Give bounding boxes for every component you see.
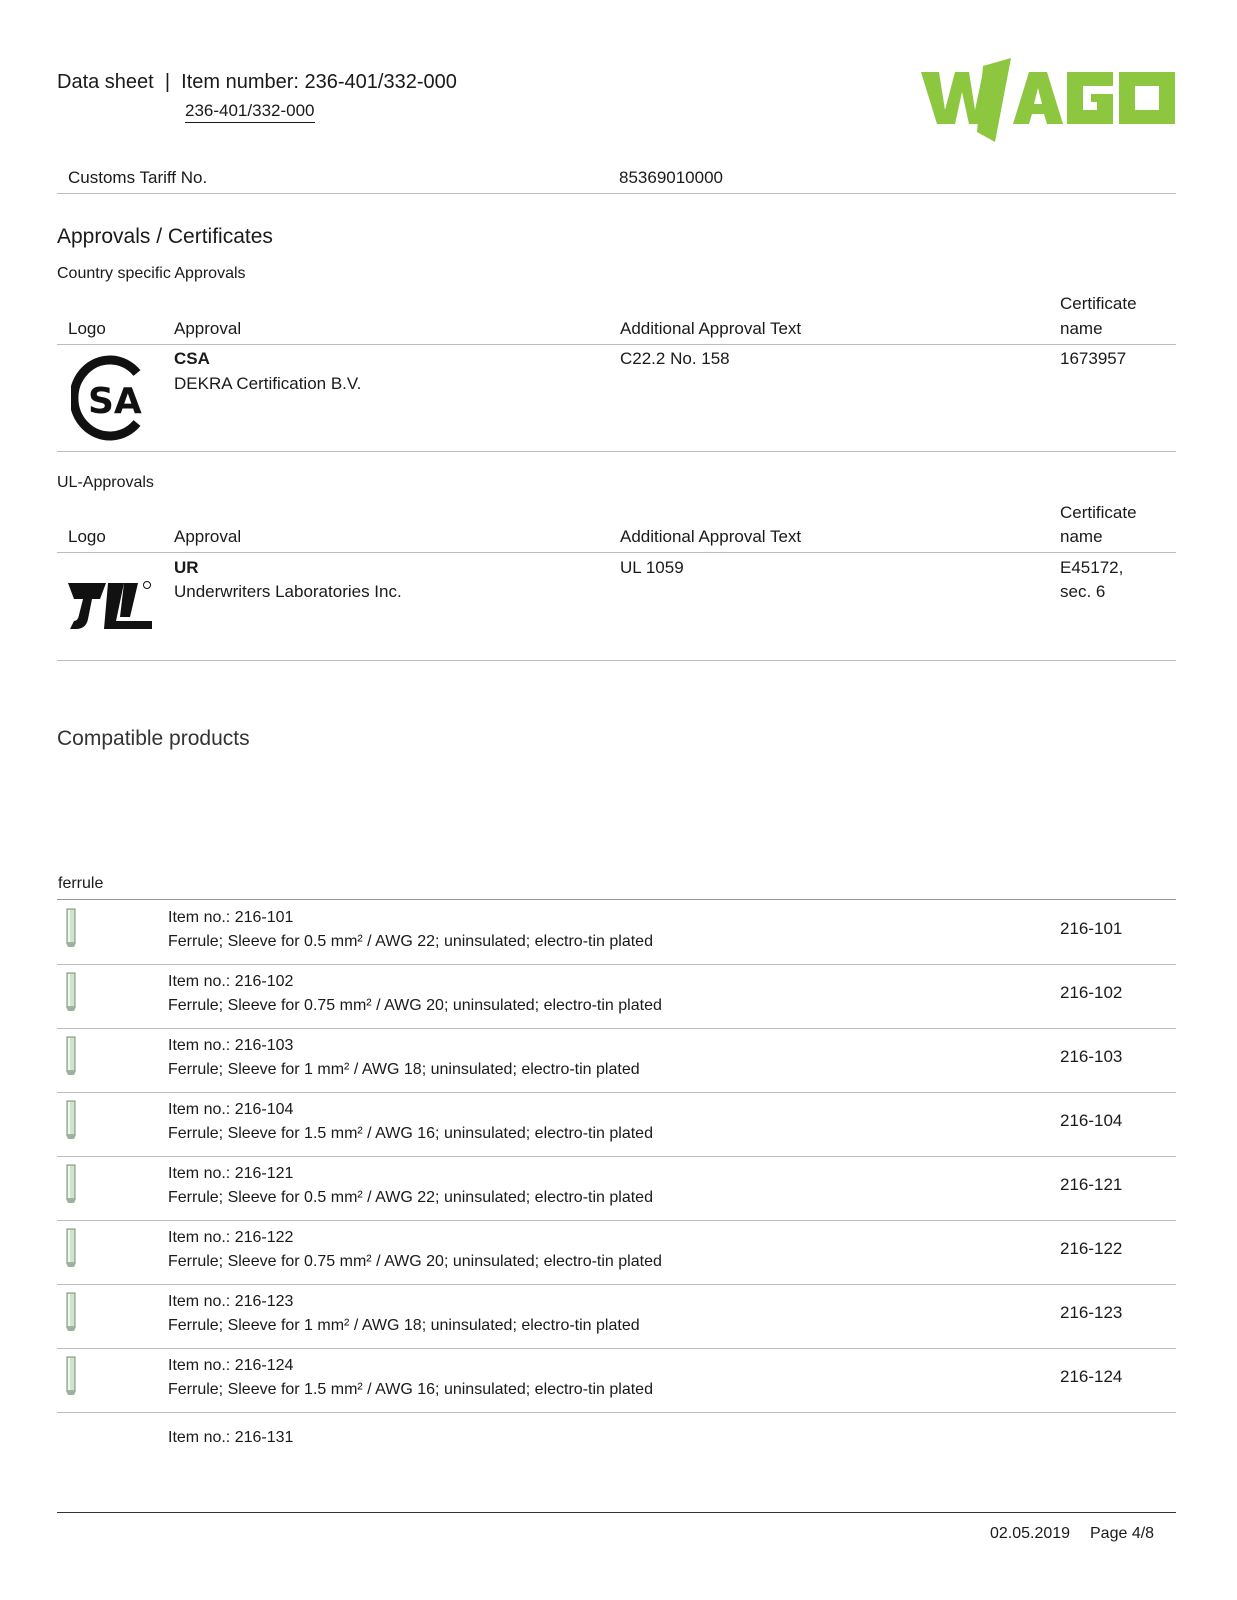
divider <box>57 660 1176 661</box>
customs-value: 85369010000 <box>619 168 724 187</box>
svg-text:SA: SA <box>88 381 142 422</box>
ul-cert-name-1: E45172, <box>1060 558 1124 577</box>
col-header-additional: Additional Approval Text <box>620 527 802 546</box>
col-header-cert-1: Certificate <box>1060 294 1137 313</box>
product-row[interactable] <box>57 1156 1176 1220</box>
ferrule-icon <box>63 908 79 948</box>
product-item-code: 216-103 <box>1060 1047 1123 1066</box>
ferrule-icon <box>63 1228 79 1268</box>
customs-label: Customs Tariff No. <box>68 168 208 187</box>
ul-cert-name-2: sec. 6 <box>1060 582 1106 601</box>
product-row[interactable] <box>57 1220 1176 1284</box>
ul-additional-text: UL 1059 <box>620 558 684 577</box>
ferrule-icon <box>63 1164 79 1204</box>
approvals-title: Approvals / Certificates <box>57 225 273 248</box>
product-row[interactable] <box>57 964 1176 1028</box>
col-header-cert-2: name <box>1060 319 1103 338</box>
product-item-description: Ferrule; Sleeve for 0.5 mm² / AWG 22; uninsulated; electro-tin plated <box>168 933 653 950</box>
wago-logo-icon <box>921 58 1175 142</box>
col-header-additional: Additional Approval Text <box>620 319 802 338</box>
product-item-title: Item no.: 216-124 <box>168 1357 294 1374</box>
product-item-description: Ferrule; Sleeve for 1.5 mm² / AWG 16; uninsulated; electro-tin plated <box>168 1125 653 1142</box>
ferrule-icon <box>63 1036 79 1076</box>
category-label: ferrule <box>58 875 104 892</box>
divider <box>57 552 1176 553</box>
product-row[interactable] <box>57 900 1176 964</box>
product-item-description: Ferrule; Sleeve for 0.75 mm² / AWG 20; uninsulated; electro-tin plated <box>168 1253 662 1270</box>
product-item-code: 216-123 <box>1060 1303 1123 1322</box>
ul-approval-name: UR <box>174 558 199 577</box>
product-item-title: Item no.: 216-101 <box>168 909 294 926</box>
product-item-code: 216-102 <box>1060 983 1123 1002</box>
product-row[interactable] <box>57 1348 1176 1412</box>
product-item-title: Item no.: 216-123 <box>168 1293 294 1310</box>
csa-additional-text: C22.2 No. 158 <box>620 349 730 368</box>
ul-approval-org: Underwriters Laboratories Inc. <box>174 582 402 601</box>
ferrule-icon <box>63 1100 79 1140</box>
product-row[interactable] <box>57 1092 1176 1156</box>
trailing-item-title[interactable]: Item no.: 216-131 <box>168 1429 294 1446</box>
ferrule-icon <box>63 1356 79 1396</box>
col-header-logo: Logo <box>68 319 106 338</box>
ul-approvals-subtitle: UL-Approvals <box>57 474 154 491</box>
product-item-description: Ferrule; Sleeve for 1 mm² / AWG 18; uninsulated; electro-tin plated <box>168 1317 640 1334</box>
product-item-title: Item no.: 216-103 <box>168 1037 294 1054</box>
col-header-logo: Logo <box>68 527 106 546</box>
product-item-description: Ferrule; Sleeve for 0.5 mm² / AWG 22; uninsulated; electro-tin plated <box>168 1189 653 1206</box>
ferrule-icon <box>63 972 79 1012</box>
csa-approval-org: DEKRA Certification B.V. <box>174 374 362 393</box>
product-item-code: 216-101 <box>1060 919 1123 938</box>
footer-date: 02.05.2019 <box>990 1525 1071 1542</box>
product-item-code: 216-121 <box>1060 1175 1123 1194</box>
divider <box>57 193 1176 194</box>
country-approvals-subtitle: Country specific Approvals <box>57 265 246 282</box>
ul-recognized-logo-icon <box>66 577 154 633</box>
col-header-cert-1: Certificate <box>1060 503 1137 522</box>
ferrule-icon <box>63 1292 79 1332</box>
divider <box>57 344 1176 345</box>
product-item-description: Ferrule; Sleeve for 1 mm² / AWG 18; uninsulated; electro-tin plated <box>168 1061 640 1078</box>
footer-page: Page 4/8 <box>1090 1525 1155 1542</box>
compatible-products-title: Compatible products <box>57 727 250 750</box>
col-header-approval: Approval <box>174 527 242 546</box>
csa-approval-name: CSA <box>174 349 210 368</box>
col-header-approval: Approval <box>174 319 242 338</box>
product-item-description: Ferrule; Sleeve for 0.75 mm² / AWG 20; uninsulated; electro-tin plated <box>168 997 662 1014</box>
footer-divider <box>57 1512 1176 1513</box>
product-item-title: Item no.: 216-104 <box>168 1101 294 1118</box>
product-item-title: Item no.: 216-102 <box>168 973 294 990</box>
product-item-title: Item no.: 216-121 <box>168 1165 294 1182</box>
product-row[interactable] <box>57 1028 1176 1092</box>
product-item-code: 216-104 <box>1060 1111 1123 1130</box>
csa-logo-icon <box>71 355 149 441</box>
item-number-link[interactable]: 236-401/332-000 <box>185 101 315 123</box>
divider <box>57 1412 1176 1413</box>
product-row[interactable] <box>57 1284 1176 1348</box>
product-item-title: Item no.: 216-122 <box>168 1229 294 1246</box>
product-item-code: 216-122 <box>1060 1239 1123 1258</box>
col-header-cert-2: name <box>1060 527 1103 546</box>
product-item-code: 216-124 <box>1060 1367 1123 1386</box>
product-item-description: Ferrule; Sleeve for 1.5 mm² / AWG 16; uninsulated; electro-tin plated <box>168 1381 653 1398</box>
divider <box>57 451 1176 452</box>
csa-cert-name: 1673957 <box>1060 349 1127 368</box>
page-title: Data sheet | Item number: 236-401/332-000 <box>57 71 457 93</box>
